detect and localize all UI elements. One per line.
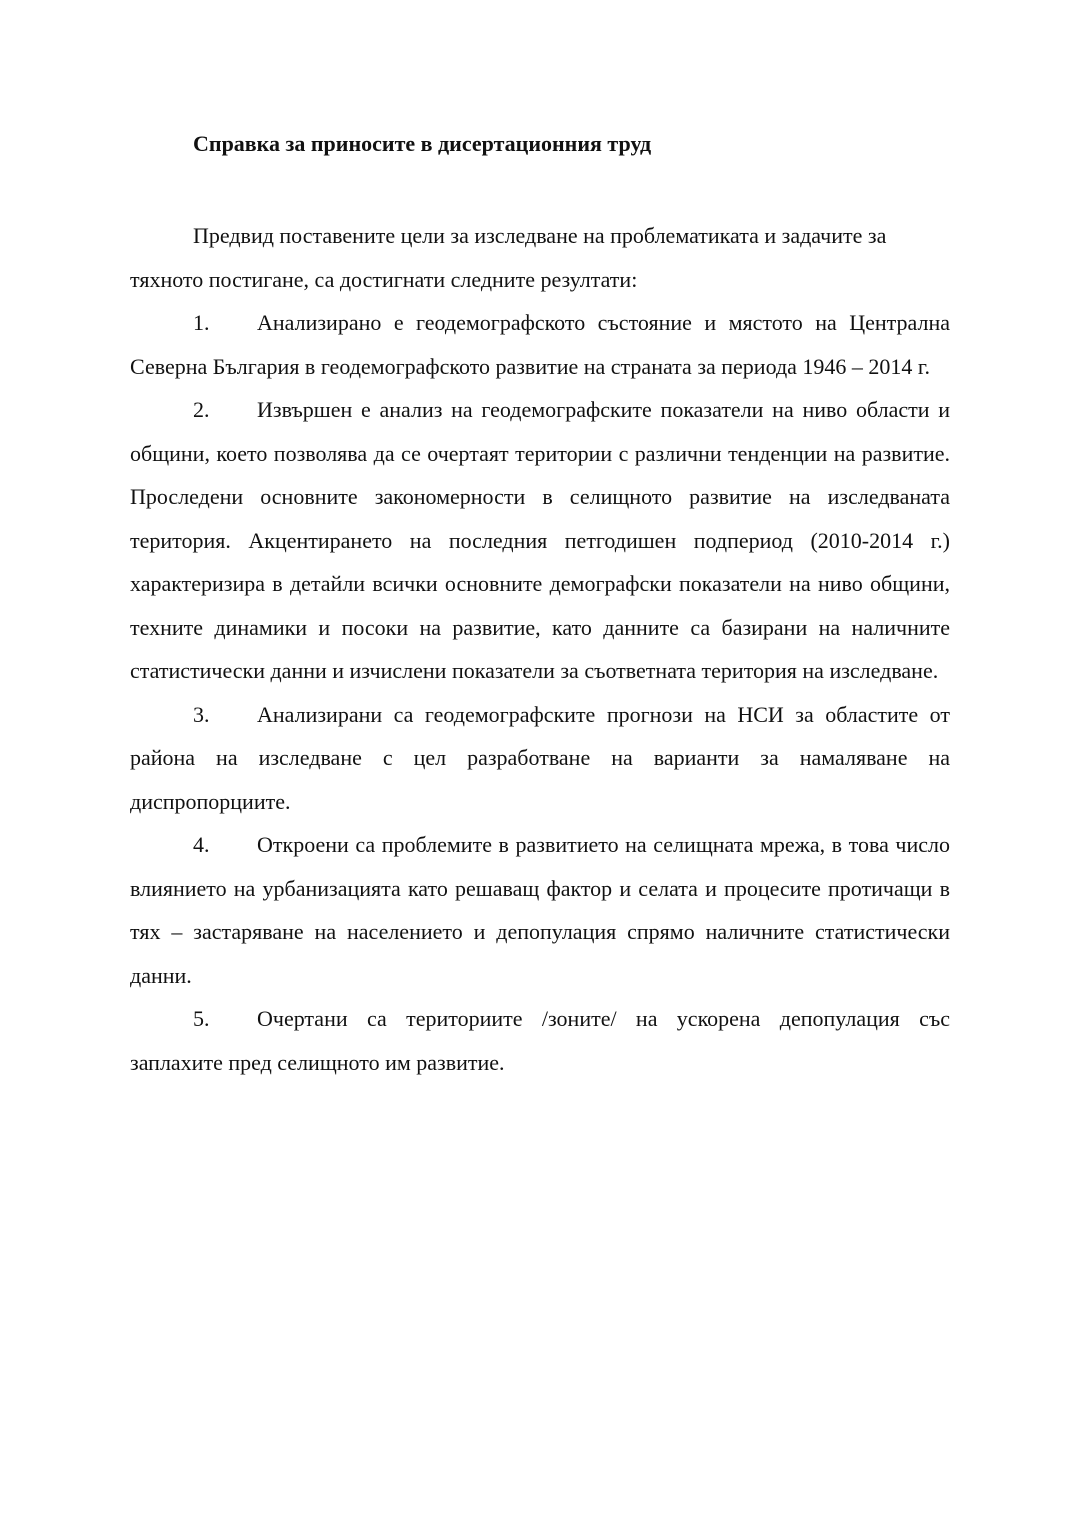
item-number: 4.	[193, 832, 210, 857]
result-item-4	[130, 823, 950, 997]
document-body	[130, 214, 950, 1084]
result-item-2	[130, 388, 950, 693]
result-item-3	[130, 693, 950, 824]
result-item-1	[130, 301, 950, 388]
document-title: Справка за приносите в дисертационния труд	[193, 131, 652, 156]
result-item-5	[130, 997, 950, 1084]
item-number: 3.	[193, 701, 210, 727]
item-text: Анализирани са геодемографските прогнози на НСИ за областите от района на изследване с цел разработване на варианти за намаляване на диспропорциите.	[130, 701, 950, 814]
item-number: 2.	[193, 397, 210, 422]
item-text: Анализирано е геодемографското състояние и мястото на Централна Северна България в геодемографското развитие на страната за периода 1946 – 2014 г.	[130, 310, 950, 379]
item-number: 1.	[193, 310, 210, 335]
item-text: Откроени са проблемите в развитието на селищната мрежа, в това число влиянието на урбанизацията като решаващ фактор и селата и процесите протичащи в тях – застаряване на населението и депопулация спрямо наличните статистически данни.	[130, 832, 950, 988]
item-text: Извършен е анализ на геодемографските показатели на ниво области и общини, което позволява да се очертаят територии с различни тенденции на развитие. Проследени основните закономерности в селищното развитие на изследваната територия. Акцентирането на последния петгодишен подпериод (2010-2014 г.) характеризира в детайли всички основните демографски показатели на ниво общини, техните динамики и посоки на развитие, като данните са базирани на наличните статистически данни и изчислени показатели за съответната територия на изследване.	[130, 397, 950, 683]
item-number: 5.	[193, 1006, 210, 1031]
intro-paragraph: Предвид поставените цели за изследване на проблематиката и задачите за тяхното постигане, са достигнати следните резултати:	[130, 223, 887, 292]
item-text: Очертани са териториите /зоните/ на ускорена депопулация със заплахите пред селищното им развитие.	[130, 1006, 950, 1075]
